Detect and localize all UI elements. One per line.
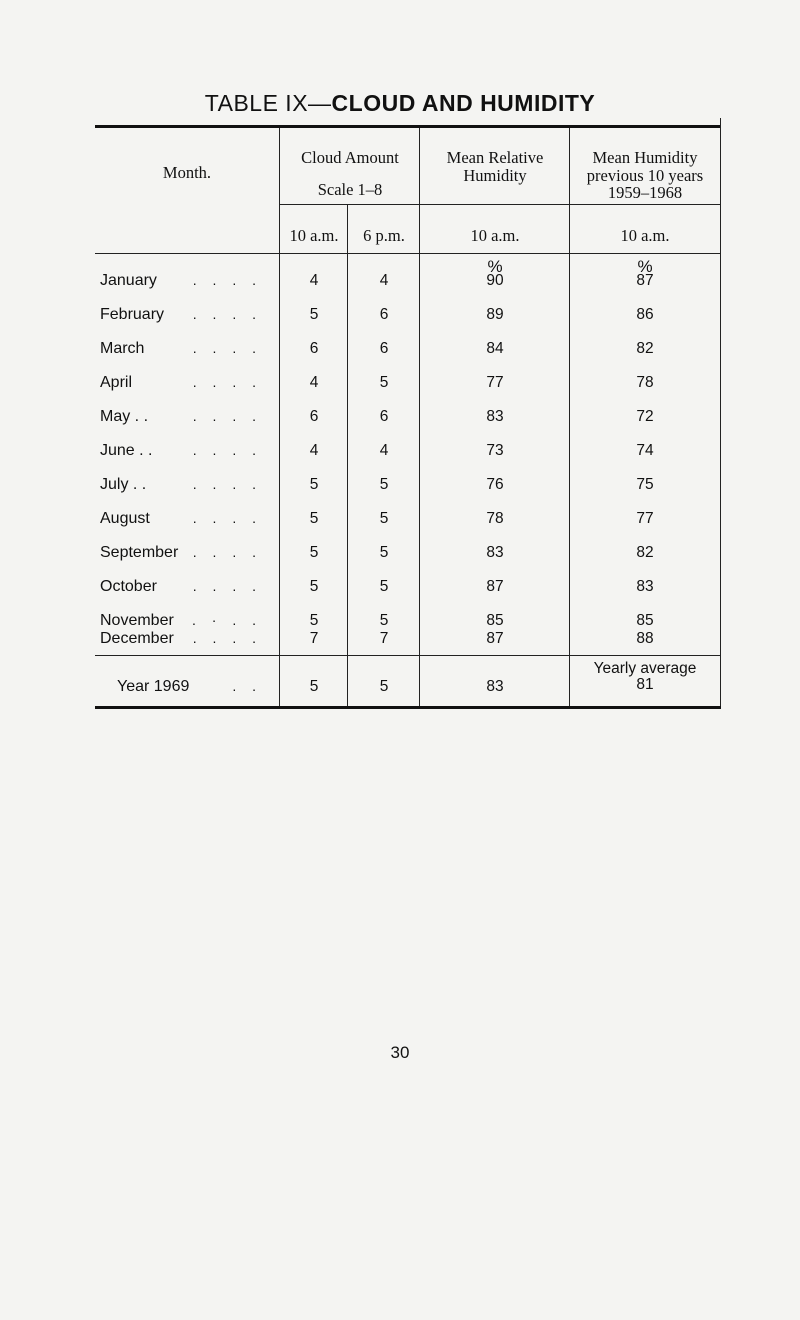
summary-label: Year 1969 <box>117 678 190 695</box>
month-label: September <box>100 544 179 561</box>
cloud-10am: 6 <box>309 340 319 357</box>
cloud-10am: 5 <box>309 306 319 323</box>
percent-mark-hum: % <box>637 257 653 276</box>
rel-humidity: 77 <box>486 374 504 391</box>
cloud-6pm: 5 <box>379 476 389 493</box>
mean-humidity: 83 <box>636 578 654 595</box>
mean-humidity: 87 <box>636 272 654 289</box>
summary-hum-line2: 81 <box>636 676 654 693</box>
cloud-6pm: 6 <box>379 306 389 323</box>
month-label: November <box>100 612 174 629</box>
leader-dots: . . . . <box>192 408 262 424</box>
cloud-6pm: 4 <box>379 272 389 289</box>
rel-humidity: 73 <box>486 442 504 459</box>
cloud-10am: 4 <box>309 374 319 391</box>
leader-dots: . . . . <box>192 510 262 526</box>
col-divider-right <box>720 118 721 706</box>
table-bottom-rule <box>95 706 721 709</box>
cloud-6pm: 5 <box>379 544 389 561</box>
cloud-10am: 7 <box>309 630 319 647</box>
cloud-10am: 5 <box>309 578 319 595</box>
cloud-6pm: 5 <box>379 510 389 527</box>
summary-hum-line1: Yearly average <box>593 660 697 677</box>
month-label: August <box>100 510 150 527</box>
header-rel-line2: Humidity <box>463 166 527 185</box>
month-label: June . . <box>100 442 153 459</box>
month-label: April <box>100 374 133 391</box>
header-month: Month. <box>162 163 212 182</box>
leader-dots: . . . . <box>192 544 262 560</box>
mean-humidity: 77 <box>636 510 654 527</box>
subheader-cloud-6pm: 6 p.m. <box>363 226 405 245</box>
header-cloud-line2: Scale 1–8 <box>317 180 383 199</box>
mean-humidity: 72 <box>636 408 654 425</box>
leader-dots: . . . . <box>192 340 262 356</box>
mean-humidity: 88 <box>636 630 654 647</box>
subheader-hum-10am: 10 a.m. <box>620 226 670 245</box>
leader-dots: . . . . <box>192 374 262 390</box>
cloud-10am: 6 <box>309 408 319 425</box>
summary-cloud-6pm: 5 <box>379 678 389 695</box>
table-title <box>0 90 800 117</box>
month-label: May . . <box>100 408 149 425</box>
rel-humidity: 83 <box>486 408 504 425</box>
rel-humidity: 90 <box>486 272 504 289</box>
leader-dots: . . . . <box>192 272 262 288</box>
cloud-10am: 4 <box>309 442 319 459</box>
header-cloud-line1: Cloud Amount <box>301 148 399 167</box>
header-rule-sub <box>280 204 720 205</box>
month-label: January <box>100 272 157 289</box>
page-number: 30 <box>390 1043 410 1062</box>
mean-humidity: 82 <box>636 340 654 357</box>
month-label: October <box>100 578 157 595</box>
cloud-6pm: 4 <box>379 442 389 459</box>
leader-dots: . · . . <box>192 612 262 628</box>
mean-humidity: 75 <box>636 476 654 493</box>
subheader-cloud-10am: 10 a.m. <box>289 226 339 245</box>
mean-humidity: 85 <box>636 612 654 629</box>
table-top-rule <box>95 125 721 128</box>
header-rel-line1: Mean Relative <box>446 148 544 167</box>
header-hum-line1: Mean Humidity <box>592 148 698 167</box>
cloud-10am: 5 <box>309 510 319 527</box>
month-label: March <box>100 340 145 357</box>
cloud-6pm: 7 <box>379 630 389 647</box>
rel-humidity: 87 <box>486 578 504 595</box>
rel-humidity: 76 <box>486 476 504 493</box>
leader-dots: . . . . <box>192 630 262 646</box>
mean-humidity: 82 <box>636 544 654 561</box>
leader-dots: . . . . <box>192 476 262 492</box>
leader-dots: . . . . <box>192 442 262 458</box>
cloud-10am: 5 <box>309 612 319 629</box>
leader-dots: . . . . <box>192 306 262 322</box>
rel-humidity: 84 <box>486 340 504 357</box>
summary-cloud-10am: 5 <box>309 678 319 695</box>
summary-rel-humidity: 83 <box>486 678 504 695</box>
title-prefix: TABLE IX— <box>204 90 332 116</box>
header-hum-line3: 1959–1968 <box>607 183 683 202</box>
rel-humidity: 87 <box>486 630 504 647</box>
cloud-6pm: 5 <box>379 612 389 629</box>
mean-humidity: 86 <box>636 306 654 323</box>
header-rule-bottom <box>95 253 721 254</box>
month-label: July . . <box>100 476 147 493</box>
cloud-10am: 4 <box>309 272 319 289</box>
mean-humidity: 74 <box>636 442 654 459</box>
rel-humidity: 83 <box>486 544 504 561</box>
month-label: February <box>100 306 165 323</box>
month-label: December <box>100 630 174 647</box>
percent-mark-rel: % <box>487 257 503 276</box>
cloud-6pm: 5 <box>379 374 389 391</box>
cloud-6pm: 6 <box>379 340 389 357</box>
cloud-10am: 5 <box>309 544 319 561</box>
title-bold: CLOUD AND HUMIDITY <box>331 90 596 116</box>
leader-dots: . . . . <box>192 578 262 594</box>
rel-humidity: 89 <box>486 306 504 323</box>
cloud-6pm: 5 <box>379 578 389 595</box>
header-hum-line2: previous 10 years <box>586 166 704 185</box>
mean-humidity: 78 <box>636 374 654 391</box>
summary-rule <box>95 655 721 656</box>
cloud-6pm: 6 <box>379 408 389 425</box>
cloud-10am: 5 <box>309 476 319 493</box>
subheader-rel-10am: 10 a.m. <box>470 226 520 245</box>
rel-humidity: 78 <box>486 510 504 527</box>
summary-dots: . . <box>232 678 262 694</box>
rel-humidity: 85 <box>486 612 504 629</box>
